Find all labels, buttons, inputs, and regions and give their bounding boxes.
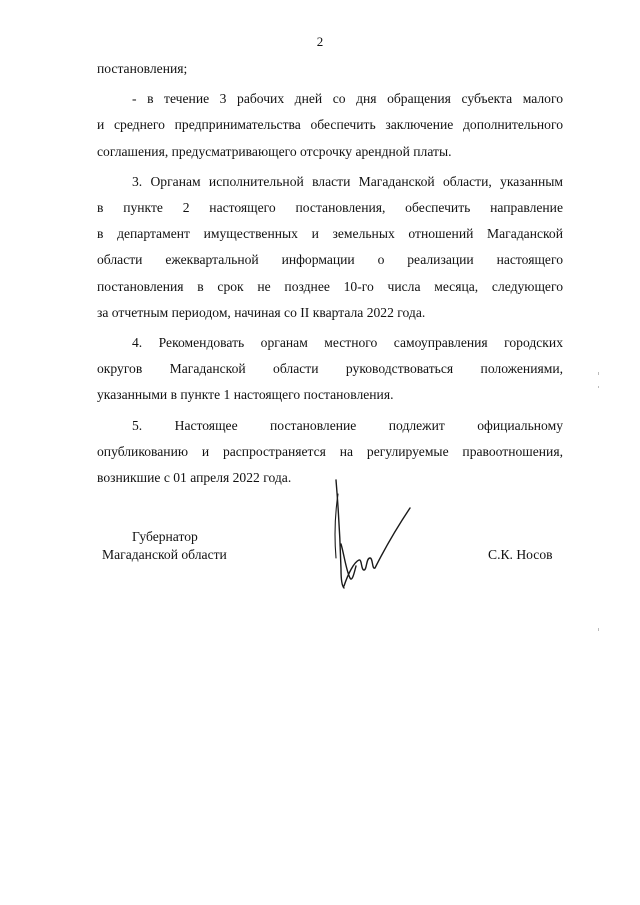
signature-block bbox=[0, 521, 640, 621]
text-line: области ежеквартальной информации о реализации настоящего bbox=[97, 252, 563, 268]
signatory-position: Губернатор bbox=[132, 529, 198, 544]
scan-artifact bbox=[598, 628, 599, 631]
text-line: 5. Настоящее постановление подлежит официальному bbox=[132, 417, 563, 433]
page-number: 2 bbox=[316, 34, 324, 49]
text-line: и среднего предпринимательства обеспечить заключение дополнительного bbox=[97, 117, 563, 133]
text-line: - в течение 3 рабочих дней со дня обращения субъекта малого bbox=[132, 91, 563, 107]
scan-artifact bbox=[598, 372, 599, 375]
text-line: возникшие с 01 апреля 2022 года. bbox=[97, 470, 292, 486]
signatory-name: С.К. Носов bbox=[488, 547, 553, 562]
text-line: 3. Органам исполнительной власти Магаданской области, указанным bbox=[132, 173, 563, 189]
handwritten-signature bbox=[326, 474, 426, 594]
text-line: опубликованию и распространяется на регулируемые правоотношения, bbox=[97, 443, 563, 459]
text-line: указанными в пункте 1 настоящего постановления. bbox=[97, 387, 394, 403]
text-line: постановления; bbox=[97, 61, 188, 76]
text-line: округов Магаданской области руководствоваться положениями, bbox=[97, 361, 563, 377]
text-line: в департамент имущественных и земельных отношений Магаданской bbox=[97, 226, 563, 242]
scan-artifact bbox=[598, 386, 599, 388]
text-line: в пункте 2 настоящего постановления, обеспечить направление bbox=[97, 200, 563, 216]
text-line: 4. Рекомендовать органам местного самоуправления городских bbox=[132, 335, 563, 351]
text-line: соглашения, предусматривающего отсрочку арендной платы. bbox=[97, 143, 452, 159]
document-body bbox=[97, 56, 563, 491]
text-line: за отчетным периодом, начиная со II квартала 2022 года. bbox=[97, 304, 426, 320]
text-line: постановления в срок не позднее 10-го числа месяца, следующего bbox=[97, 278, 563, 294]
signatory-region: Магаданской области bbox=[102, 547, 227, 562]
